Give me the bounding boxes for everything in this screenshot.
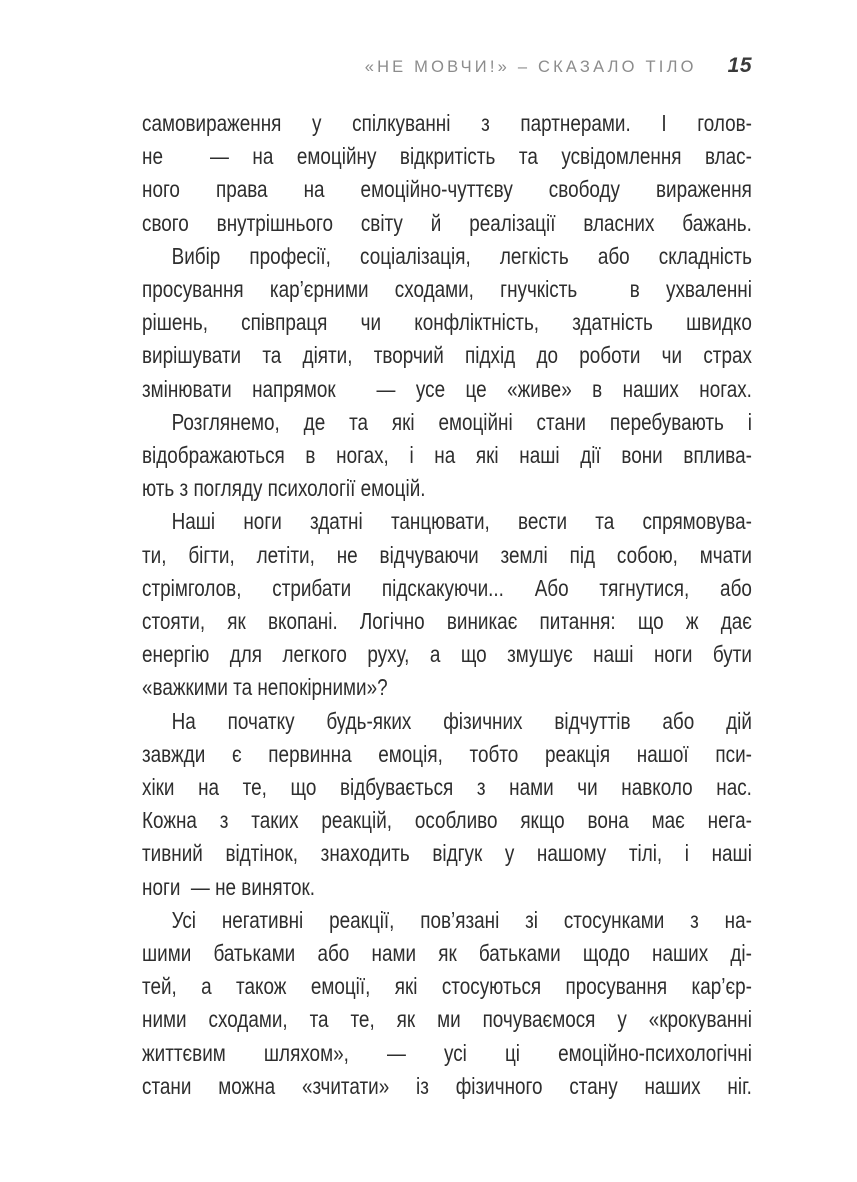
text-line: тивний відтінок, знаходить відгук у нашому тілі, і наші	[142, 840, 752, 867]
text-line: вирішувати та діяти, творчий підхід до роботи чи страх	[142, 342, 752, 369]
text-line: ноги — не виняток.	[142, 873, 316, 900]
page-number: 15	[727, 54, 752, 77]
text-line: Розглянемо, де та які емоційні стани перебувають і	[171, 408, 752, 435]
running-header	[142, 54, 752, 78]
text-line: свого внутрішнього світу й реалізації власних бажань.	[142, 209, 752, 236]
text-line: життєвим шляхом», — усі ці емоційно-психологічні	[142, 1039, 752, 1066]
text-line: ного права на емоційно-чуттєву свободу вираження	[142, 176, 752, 203]
text-line: самовираження у спілкуванні з партнерами. І голов-	[142, 110, 752, 136]
body-text	[142, 107, 752, 1103]
text-line: стояти, як вкопані. Логічно виникає питання: що ж дає	[142, 608, 752, 635]
text-line: енергію для легкого руху, а що змушує наші ноги бути	[142, 641, 752, 668]
text-line: Наші ноги здатні танцювати, вести та спрямовува-	[171, 508, 752, 535]
paragraph	[142, 904, 752, 1103]
text-line: відображаються в ногах, і на які наші дії вони вплива-	[142, 442, 752, 469]
paragraph	[142, 505, 752, 704]
text-line: «важкими та непокірними»?	[142, 674, 388, 701]
text-line: ти, бігти, летіти, не відчуваючи землі під собою, мчати	[142, 541, 752, 568]
text-line: На початку будь-яких фізичних відчуттів або дій	[171, 707, 752, 734]
paragraph	[142, 240, 752, 406]
text-line: Кожна з таких реакцій, особливо якщо вона має нега-	[142, 807, 752, 834]
text-line: стани можна «зчитати» із фізичного стану наших ніг.	[142, 1072, 752, 1099]
text-line: змінювати напрямок — усе це «живе» в наших ногах.	[142, 375, 752, 402]
text-line: хіки на те, що відбувається з нами чи навколо нас.	[142, 774, 752, 801]
text-line: Вибір професії, соціалізація, легкість або складність	[171, 242, 752, 269]
text-line: просування кар’єрними сходами, гнучкість в ухваленні	[142, 276, 752, 303]
text-line: шими батьками або нами як батьками щодо наших ді-	[142, 940, 752, 967]
paragraph	[142, 107, 752, 240]
paragraph	[142, 705, 752, 904]
text-line: не — на емоційну відкритість та усвідомлення влас-	[142, 143, 752, 170]
text-line: завжди є первинна емоція, тобто реакція нашої пси-	[142, 740, 752, 767]
text-line: Усі негативні реакції, пов’язані зі стосунками з на-	[171, 906, 752, 933]
text-line: стрімголов, стрибати підскакуючи... Або тягнутися, або	[142, 574, 752, 601]
running-title: «НЕ МОВЧИ!» – СКАЗАЛО ТІЛО	[364, 58, 697, 76]
paragraph	[142, 406, 752, 506]
text-line: тей, а також емоції, які стосуються просування кар’єр-	[142, 973, 752, 1000]
text-line: ють з погляду психології емоцій.	[142, 475, 426, 502]
text-line: рішень, співпраця чи конфліктність, здатність швидко	[142, 309, 752, 336]
text-line: ними сходами, та те, як ми почуваємося у «крокуванні	[142, 1006, 752, 1033]
